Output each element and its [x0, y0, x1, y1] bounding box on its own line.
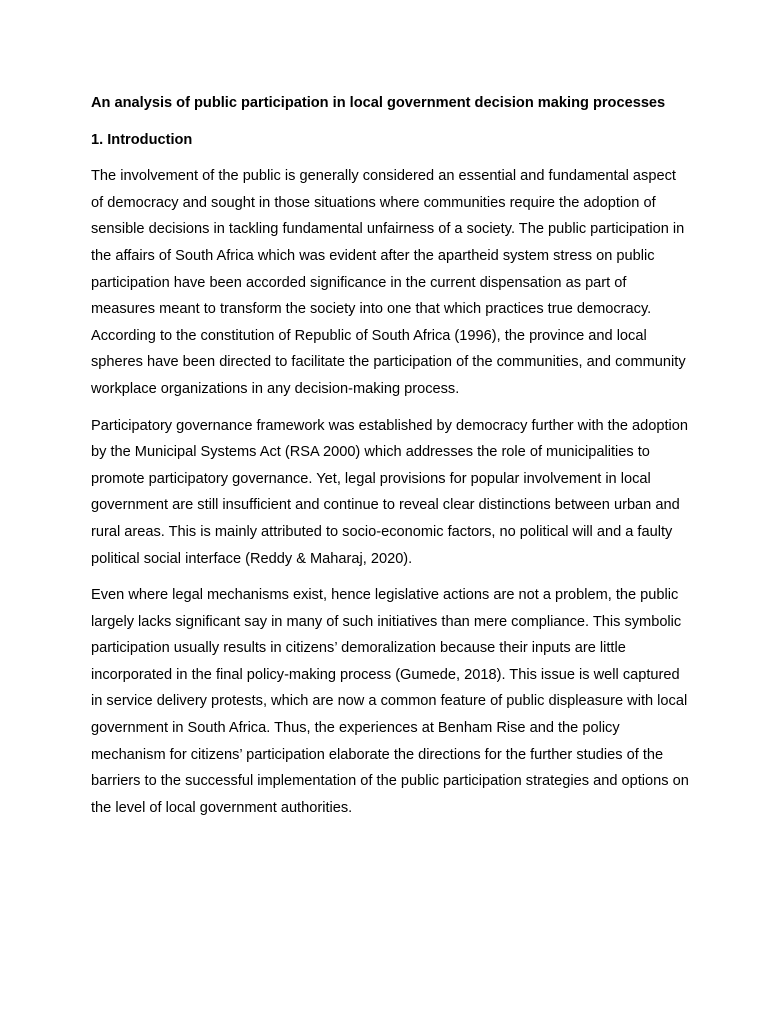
paragraph-3: Even where legal mechanisms exist, hence legislative actions are not a problem, the public largely lacks significant say in many of such initiatives than mere compliance. This symbolic participation usually results in citizens’ demoralization because their inputs are little incorporated in the final policy-making process (Gumede, 2018). This issue is well captured in service delivery protests, which are now a common feature of public displeasure with local government in South Africa. Thus, the experiences at Benham Rise and the policy mechanism for citizens’ participation elaborate the directions for the further studies of the barriers to the successful implementation of the public participation strategies and options on the level of local government authorities. — [91, 587, 689, 816]
document-title: An analysis of public participation in local government decision making processes — [91, 95, 666, 111]
paragraph-2: Participatory governance framework was established by democracy further with the adoption by the Municipal Systems Act (RSA 2000) which addresses the role of municipalities to promote participatory governance. Yet, legal provisions for popular involvement in local government are still insufficient and continue to reveal clear distinctions between urban and rural areas. This is mainly attributed to socio-economic factors, no political will and a faulty political social interface (Reddy & Maharaj, 2020). — [91, 417, 689, 567]
document-body — [91, 90, 691, 821]
section-heading: 1. Introduction — [91, 131, 193, 148]
paragraph-1: The involvement of the public is generally considered an essential and fundamental aspect of democracy and sought in those situations where communities require the adoption of sensible decisions in tackling fundamental unfairness of a society. The public participation in the affairs of South Africa which was evident after the apartheid system stress on public participation have been accorded significance in the current dispensation as part of measures meant to transform the society into one that which practices true democracy. According to the constitution of Republic of South Africa (1996), the province and local spheres have been directed to facilitate the participation of the communities, and community workplace organizations in any decision-making process. — [91, 168, 686, 397]
